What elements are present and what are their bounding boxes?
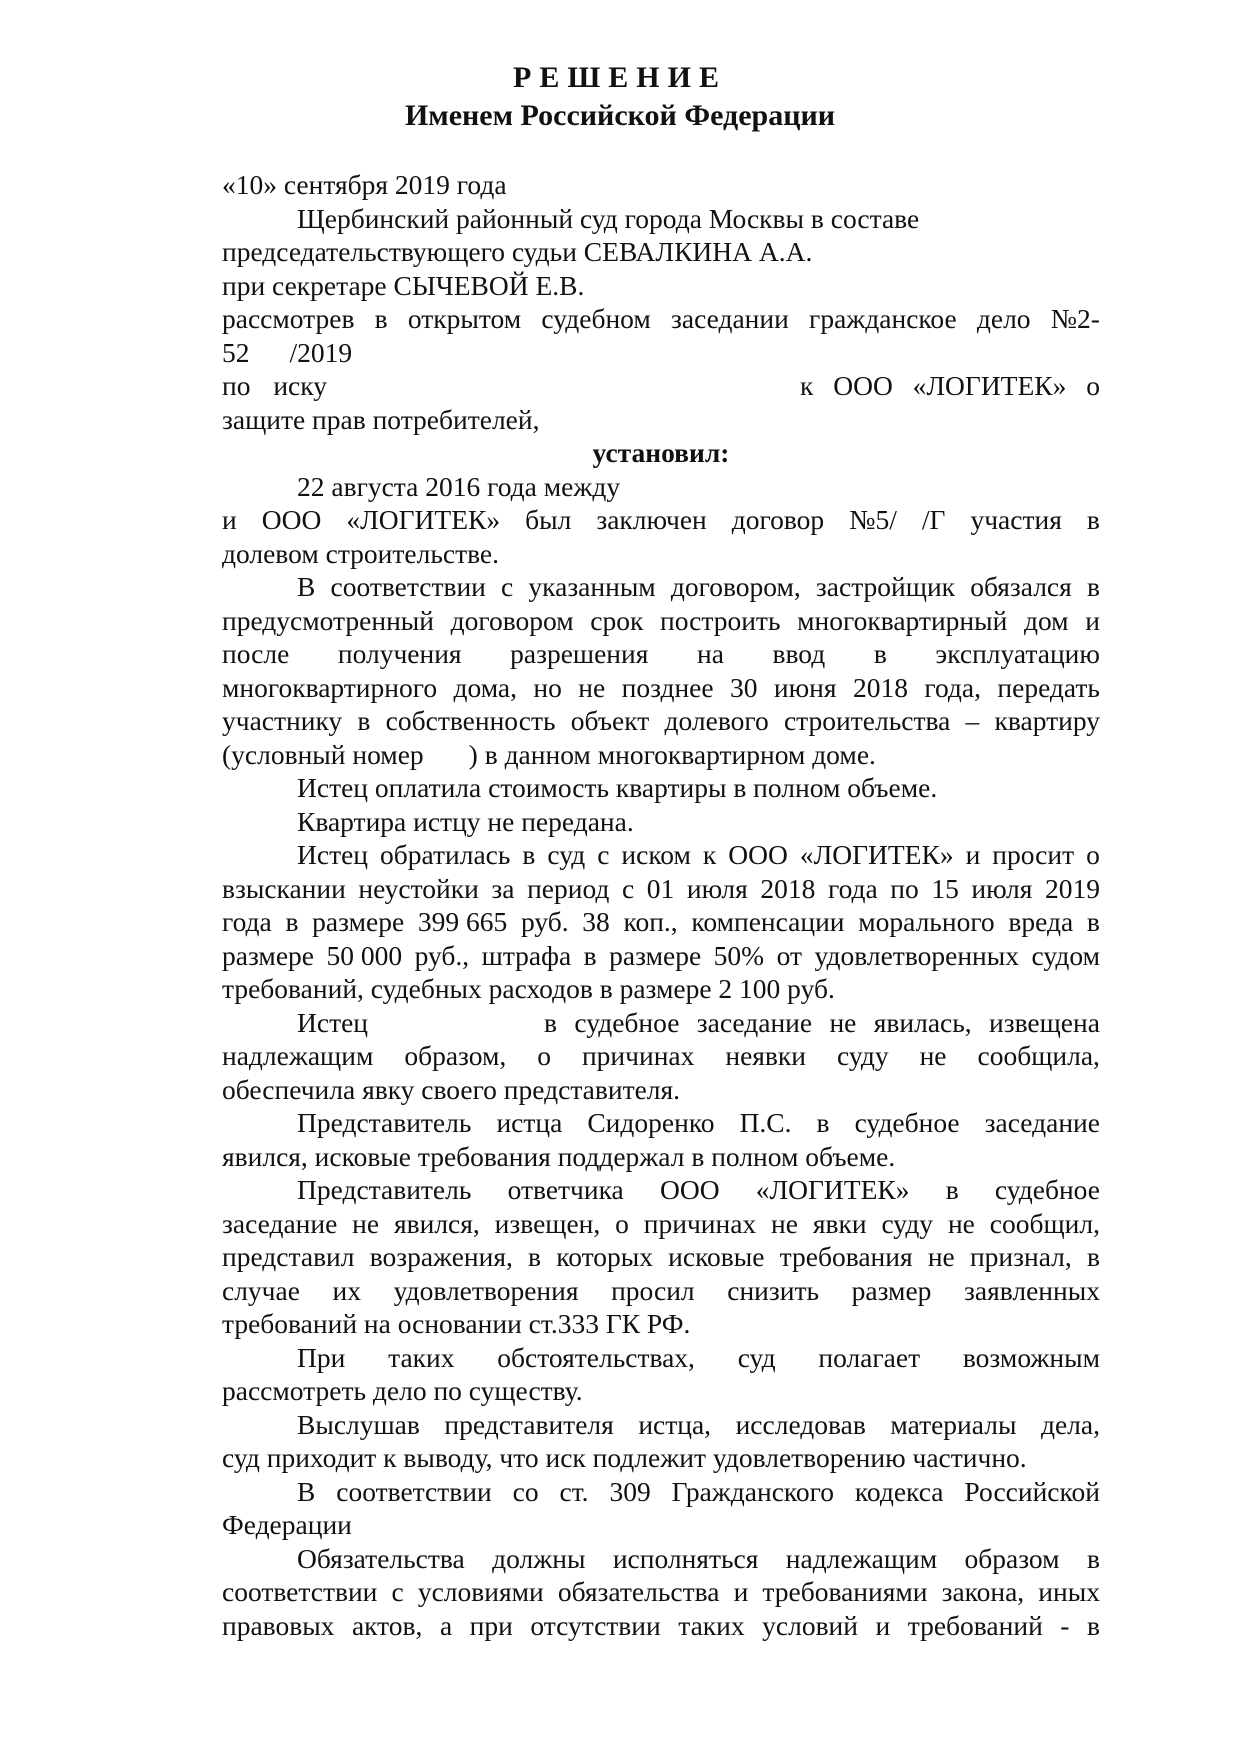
word: условиями bbox=[417, 1576, 544, 1607]
word: заседание bbox=[696, 1006, 813, 1038]
word: полагает bbox=[818, 1341, 921, 1373]
word: явилась, bbox=[873, 1006, 972, 1038]
word: просит bbox=[992, 839, 1075, 870]
word: актов, bbox=[351, 1609, 423, 1641]
word: таких bbox=[388, 1341, 455, 1373]
presiding-judge-line: председательствующего судьи СЕВАЛКИНА А.А. bbox=[222, 236, 813, 267]
word: взыскании bbox=[222, 872, 346, 904]
paragraph-line bbox=[222, 1039, 1100, 1073]
conclusion-paragraph bbox=[222, 1408, 1100, 1442]
word: отсутствии bbox=[530, 1609, 661, 1641]
word: «ЛОГИТЕК» bbox=[346, 504, 501, 535]
word: 50 000 bbox=[326, 939, 403, 971]
word: не bbox=[352, 1207, 380, 1239]
word: года, bbox=[924, 671, 981, 703]
claim-line bbox=[222, 369, 1100, 403]
claim-paragraph-last: требований, судебных расходов в размере 2 100 руб. bbox=[222, 973, 835, 1004]
word: обратилась bbox=[380, 839, 511, 870]
word: №5/ bbox=[849, 504, 897, 535]
plaintiff-absence-last: обеспечила явку своего представителя. bbox=[222, 1073, 681, 1105]
word: с bbox=[501, 571, 514, 602]
word: Представитель bbox=[297, 1174, 472, 1205]
word: со bbox=[512, 1475, 539, 1507]
word: в bbox=[1086, 1241, 1100, 1272]
word: возражения, bbox=[369, 1241, 513, 1272]
word: дело bbox=[976, 303, 1031, 334]
word: иском bbox=[621, 839, 691, 870]
word: предусмотренный bbox=[222, 604, 434, 636]
word: в bbox=[945, 1174, 959, 1205]
obligations-paragraph bbox=[222, 570, 1100, 738]
word: неявки bbox=[725, 1040, 806, 1071]
word: иных bbox=[1038, 1576, 1100, 1607]
word: года bbox=[222, 906, 272, 937]
word: в bbox=[544, 1006, 558, 1038]
word: но bbox=[533, 671, 562, 703]
plaintiff-rep-paragraph bbox=[222, 1106, 1100, 1140]
word: удовлетворения bbox=[393, 1274, 579, 1306]
word: истца bbox=[496, 1107, 563, 1138]
word: суд bbox=[737, 1341, 776, 1373]
word: ООО bbox=[261, 504, 322, 535]
word: заявленных bbox=[964, 1274, 1100, 1306]
word: штрафа bbox=[481, 939, 572, 971]
word: был bbox=[525, 504, 572, 535]
word: требования bbox=[779, 1241, 913, 1272]
word: судебном bbox=[541, 303, 651, 334]
word: неустойки bbox=[358, 872, 479, 904]
word: дом bbox=[1023, 604, 1069, 636]
word: ввод bbox=[772, 638, 826, 669]
case-number-line bbox=[222, 336, 1100, 370]
paragraph-line bbox=[222, 905, 1100, 939]
word: 309 bbox=[609, 1475, 651, 1507]
word: период bbox=[527, 872, 610, 904]
conclusion-last: суд приходит к выводу, что иск подлежит удовлетворению частично. bbox=[222, 1442, 1027, 1473]
word: судебное bbox=[994, 1174, 1100, 1205]
word: не bbox=[919, 1040, 947, 1071]
word: обстоятельствах, bbox=[497, 1341, 695, 1373]
paragraph-line bbox=[222, 1207, 1100, 1241]
word: открытом bbox=[407, 303, 522, 334]
text-fragment: Истец bbox=[297, 1006, 369, 1038]
word: соответствии bbox=[336, 1475, 492, 1507]
word: в bbox=[1086, 571, 1100, 602]
word: в bbox=[583, 939, 597, 971]
word: о bbox=[615, 1207, 629, 1239]
circumstances-paragraph bbox=[222, 1341, 1100, 1375]
word: многоквартирного bbox=[222, 671, 438, 703]
word: обязался bbox=[970, 571, 1072, 602]
word: П.С. bbox=[739, 1107, 792, 1138]
word: 399 665 bbox=[417, 906, 508, 937]
paragraph-line bbox=[222, 1274, 1100, 1308]
word: договором bbox=[450, 604, 574, 636]
paragraph-line bbox=[222, 1408, 1100, 1442]
word: и bbox=[733, 1576, 749, 1607]
word: участнику bbox=[222, 705, 343, 736]
word: на bbox=[696, 638, 724, 669]
word: – bbox=[965, 705, 980, 736]
word: сообщила, bbox=[977, 1040, 1100, 1071]
word: июня bbox=[773, 671, 837, 703]
word: объект bbox=[570, 705, 650, 736]
word: образом bbox=[964, 1542, 1060, 1574]
word: должны bbox=[492, 1542, 586, 1574]
word: в bbox=[1086, 1609, 1100, 1641]
word: таких bbox=[678, 1609, 745, 1641]
word: по bbox=[222, 370, 251, 401]
word: В bbox=[297, 571, 316, 602]
word: и bbox=[875, 1609, 891, 1641]
word: и bbox=[1085, 604, 1100, 636]
word: и bbox=[965, 839, 981, 870]
word: участия bbox=[970, 504, 1062, 535]
claim-subject-line: защите прав потребителей, bbox=[222, 403, 540, 435]
court-composition-line: Щербинский районный суд города Москвы в составе bbox=[297, 202, 920, 234]
word: обязательства bbox=[557, 1576, 720, 1607]
paragraph-line bbox=[222, 1106, 1100, 1140]
word: руб., bbox=[414, 939, 470, 971]
contract-paragraph-line: 22 августа 2016 года между bbox=[297, 470, 621, 502]
word: по bbox=[890, 872, 919, 904]
paragraph-line bbox=[222, 1575, 1100, 1609]
word: ООО bbox=[659, 1174, 720, 1205]
word: многоквартирный bbox=[797, 604, 1008, 636]
document-body bbox=[222, 168, 1100, 1642]
word: иску bbox=[273, 370, 327, 401]
word: с bbox=[597, 839, 610, 870]
article-309-last: Федерации bbox=[222, 1509, 352, 1540]
word: срок bbox=[590, 604, 644, 636]
text-fragment bbox=[544, 1006, 1100, 1040]
word: позднее bbox=[621, 671, 714, 703]
word: коп., bbox=[623, 906, 678, 937]
defendant-rep-paragraph bbox=[222, 1173, 1100, 1307]
word: и bbox=[222, 504, 237, 535]
claim-line-end bbox=[800, 369, 1100, 403]
word: размере bbox=[312, 906, 405, 937]
word: после bbox=[222, 638, 290, 669]
word: июля bbox=[971, 872, 1033, 904]
word: указанным bbox=[528, 571, 656, 602]
word: заседании bbox=[671, 303, 789, 334]
word: в bbox=[1086, 1542, 1100, 1574]
word: требованиями bbox=[762, 1576, 928, 1607]
paragraph-line bbox=[222, 1341, 1100, 1375]
paragraph-line bbox=[222, 1475, 1100, 1509]
word: с bbox=[621, 872, 635, 904]
word: исследовав bbox=[735, 1408, 866, 1440]
word: в bbox=[816, 1107, 830, 1138]
paragraph-line bbox=[222, 671, 1100, 705]
word: 30 bbox=[730, 671, 758, 703]
word: При bbox=[297, 1341, 346, 1373]
word: исковые bbox=[668, 1241, 765, 1272]
word: правовых bbox=[222, 1609, 335, 1641]
word: «ЛОГИТЕК» bbox=[755, 1174, 910, 1205]
paragraph-line bbox=[222, 570, 1100, 604]
word: о bbox=[537, 1040, 551, 1071]
word: 01 bbox=[646, 872, 675, 904]
text-fragment: (условный номер bbox=[222, 738, 424, 770]
word: строительства bbox=[783, 705, 951, 736]
word: причинах bbox=[581, 1040, 695, 1071]
word: №2- bbox=[1050, 303, 1100, 334]
word: условий bbox=[762, 1609, 858, 1641]
word: морального bbox=[858, 906, 995, 937]
word: в bbox=[528, 1241, 542, 1272]
word: передать bbox=[997, 671, 1100, 703]
word: 38 bbox=[582, 906, 610, 937]
word: о bbox=[1086, 839, 1100, 870]
paragraph-line bbox=[222, 604, 1100, 638]
contract-paragraph-line bbox=[222, 503, 1100, 537]
article-309-paragraph bbox=[222, 1475, 1100, 1509]
document-title: РЕШЕНИЕ bbox=[513, 61, 727, 94]
word: договор bbox=[731, 504, 825, 535]
paragraph-line bbox=[222, 1609, 1100, 1643]
word: Российской bbox=[964, 1475, 1100, 1507]
word: представителя bbox=[444, 1408, 614, 1440]
word: «ЛОГИТЕК» bbox=[799, 839, 954, 870]
word: просил bbox=[611, 1274, 695, 1306]
word: договором, bbox=[670, 571, 801, 602]
word: исполняться bbox=[612, 1542, 759, 1574]
paragraph-line bbox=[222, 1542, 1100, 1576]
word: к bbox=[800, 370, 814, 401]
word: года bbox=[827, 872, 878, 904]
paragraph-line bbox=[222, 1173, 1100, 1207]
word: их bbox=[332, 1274, 361, 1306]
case-number-part: 52 bbox=[222, 336, 250, 368]
paragraph-line bbox=[222, 704, 1100, 738]
not-transferred-paragraph: Квартира истцу не передана. bbox=[297, 805, 634, 837]
word: ООО bbox=[833, 370, 893, 401]
word: построить bbox=[660, 604, 781, 636]
word: размер bbox=[851, 1274, 932, 1306]
word: 50% bbox=[713, 939, 765, 971]
plaintiff-absence-paragraph bbox=[222, 1039, 1100, 1073]
word: Представитель bbox=[297, 1107, 472, 1138]
word: размере bbox=[222, 939, 314, 971]
word: суду bbox=[881, 1207, 934, 1239]
word: извещен, bbox=[494, 1207, 601, 1239]
word: кодекса bbox=[854, 1475, 944, 1507]
word: разрешения bbox=[510, 638, 649, 669]
word: судом bbox=[1031, 939, 1100, 971]
word: 2019 bbox=[1044, 872, 1100, 904]
claim-paragraph bbox=[222, 838, 1100, 972]
word: в bbox=[1086, 906, 1100, 937]
word: 2018 bbox=[760, 872, 816, 904]
paragraph-line bbox=[222, 1240, 1100, 1274]
word: а bbox=[439, 1609, 453, 1641]
plaintiff-absence-line bbox=[222, 1006, 1100, 1040]
contract-paragraph-line: долевом строительстве. bbox=[222, 537, 500, 569]
word: не bbox=[578, 671, 606, 703]
word: о bbox=[1086, 370, 1100, 401]
obligations-law-paragraph bbox=[222, 1542, 1100, 1643]
word: получения bbox=[337, 638, 462, 669]
paragraph-line bbox=[222, 637, 1100, 671]
circumstances-last: рассмотреть дело по существу. bbox=[222, 1375, 583, 1406]
word: требований bbox=[907, 1609, 1043, 1641]
word: с bbox=[391, 1576, 404, 1607]
word: соответствии bbox=[222, 1576, 378, 1607]
word: 15 bbox=[931, 872, 959, 904]
word: возможным bbox=[962, 1341, 1100, 1373]
word: в bbox=[1086, 504, 1100, 535]
plaintiff-rep-last: явился, исковые требования поддержал в полном объеме. bbox=[222, 1140, 896, 1172]
word: образом, bbox=[404, 1040, 507, 1071]
word: извещена bbox=[989, 1006, 1100, 1038]
case-number-year: /2019 bbox=[289, 336, 353, 368]
document-subtitle: Именем Российской Федерации bbox=[404, 99, 836, 132]
word: не bbox=[927, 1241, 955, 1272]
word: закона, bbox=[941, 1576, 1025, 1607]
word: долевого bbox=[664, 705, 769, 736]
word: явился, bbox=[393, 1207, 480, 1239]
word: не bbox=[947, 1207, 975, 1239]
word: в bbox=[873, 638, 887, 669]
payment-paragraph: Истец оплатила стоимость квартиры в полном объеме. bbox=[297, 772, 938, 803]
word: снизить bbox=[727, 1274, 820, 1306]
word: представил bbox=[222, 1241, 355, 1272]
word: удовлетворенных bbox=[814, 939, 1019, 971]
secretary-line: при секретаре СЫЧЕВОЙ Е.В. bbox=[222, 269, 585, 301]
word: - bbox=[1060, 1609, 1070, 1641]
paragraph-line bbox=[222, 872, 1100, 906]
word: Обязательства bbox=[297, 1542, 465, 1574]
word: в bbox=[285, 906, 299, 937]
word: июля bbox=[686, 872, 748, 904]
word: истца, bbox=[638, 1408, 712, 1440]
word: явки bbox=[812, 1207, 867, 1239]
word: случае bbox=[222, 1274, 300, 1306]
word: судебное bbox=[854, 1107, 960, 1138]
word: в bbox=[374, 303, 388, 334]
word: рассмотрев bbox=[222, 303, 355, 334]
word: от bbox=[776, 939, 802, 971]
word: В bbox=[297, 1475, 316, 1507]
word: заседание bbox=[984, 1107, 1100, 1138]
word: заключен bbox=[596, 504, 707, 535]
word: ст. bbox=[559, 1475, 589, 1507]
decision-date: «10» сентября 2019 года bbox=[222, 169, 507, 200]
word: квартиру bbox=[994, 705, 1100, 736]
word: надлежащим bbox=[222, 1040, 374, 1071]
word: Гражданского bbox=[671, 1475, 834, 1507]
word: Сидоренко bbox=[587, 1107, 715, 1138]
word: не bbox=[829, 1006, 857, 1038]
word: дома, bbox=[453, 671, 518, 703]
word: застройщик bbox=[815, 571, 956, 602]
word: признал, bbox=[969, 1241, 1072, 1272]
word: надлежащим bbox=[785, 1542, 938, 1574]
word: компенсации bbox=[691, 906, 845, 937]
word: сообщил, bbox=[989, 1207, 1100, 1239]
word: суд bbox=[547, 839, 586, 870]
word: соответствии bbox=[330, 571, 486, 602]
word: «ЛОГИТЕК» bbox=[912, 370, 1067, 401]
word: заседание bbox=[222, 1207, 338, 1239]
word: в bbox=[357, 705, 371, 736]
word: при bbox=[469, 1609, 513, 1641]
paragraph-line bbox=[222, 838, 1100, 872]
word: 2018 bbox=[852, 671, 908, 703]
word: гражданское bbox=[809, 303, 957, 334]
word: которых bbox=[556, 1241, 653, 1272]
word: ООО bbox=[728, 839, 788, 870]
defendant-rep-last: требований на основании ст.333 ГК РФ. bbox=[222, 1308, 691, 1339]
word: суду bbox=[836, 1040, 889, 1071]
word: материалы bbox=[890, 1408, 1017, 1440]
word: дела, bbox=[1040, 1408, 1100, 1440]
word: за bbox=[491, 872, 515, 904]
word: причинах bbox=[643, 1207, 757, 1239]
word: /Г bbox=[921, 504, 946, 535]
word: собственность bbox=[385, 705, 556, 736]
word: ответчика bbox=[507, 1174, 624, 1205]
word: руб. bbox=[520, 906, 569, 937]
word: размере bbox=[609, 939, 702, 971]
obligations-paragraph-last bbox=[222, 738, 1100, 772]
word: к bbox=[702, 839, 717, 870]
word: не bbox=[771, 1207, 798, 1239]
text-fragment: ) в данном многоквартирном доме. bbox=[468, 738, 876, 770]
word: Выслушав bbox=[297, 1408, 420, 1440]
word: Истец bbox=[297, 839, 369, 870]
established-heading: установил: bbox=[592, 437, 730, 468]
word: эксплуатацию bbox=[935, 638, 1100, 669]
word: вреда bbox=[1008, 906, 1074, 937]
word: в bbox=[522, 839, 536, 870]
word: судебное bbox=[574, 1006, 680, 1038]
claim-line-start bbox=[222, 369, 327, 403]
case-line bbox=[222, 302, 1100, 336]
paragraph-line bbox=[222, 939, 1100, 973]
